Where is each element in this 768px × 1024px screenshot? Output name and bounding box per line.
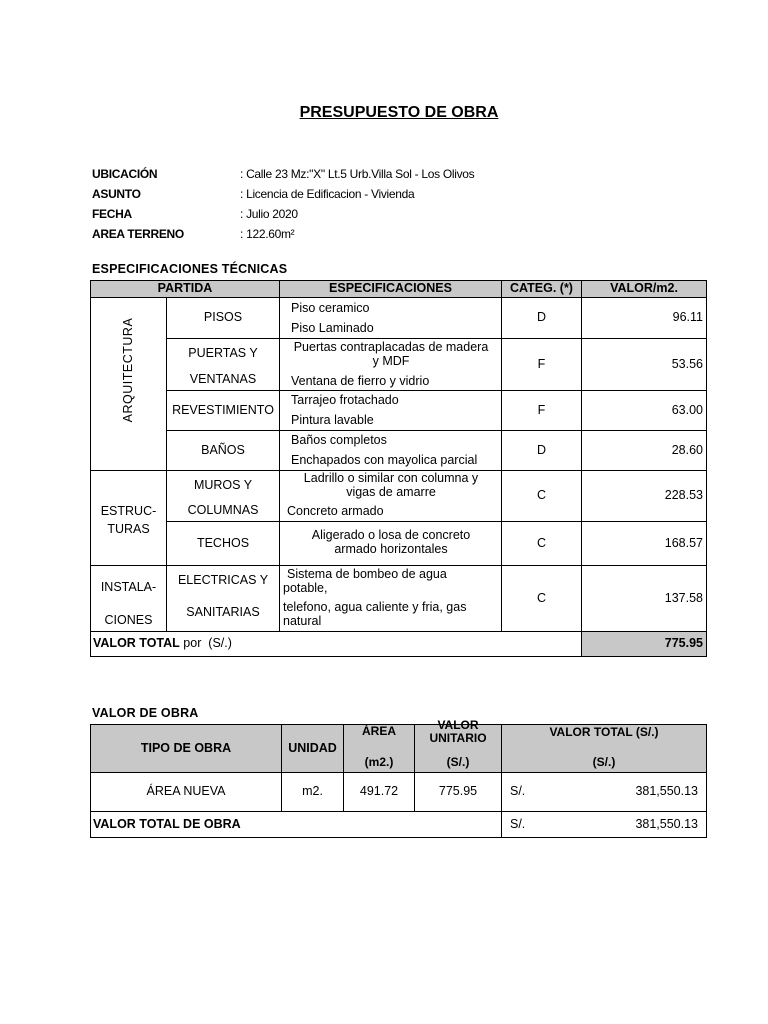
ubicacion-label: UBICACIÓN — [92, 167, 158, 181]
total-label-suffix: por (S/.) — [179, 636, 232, 651]
header-valor-unitario: VALOR UNITARIO — [429, 718, 487, 745]
muros-spec-1: Ladrillo o similar con columna y — [303, 471, 479, 485]
header-especificaciones: ESPECIFICACIONES — [279, 280, 502, 298]
pisos-spec-1: Piso ceramico — [291, 301, 370, 315]
muros-partida-2: COLUMNAS — [187, 503, 259, 517]
area-terreno-label: AREA TERRENO — [92, 227, 184, 241]
header-valor-total-unit: (S/.) — [592, 755, 616, 769]
header-valor-unitario-unit: (S/.) — [446, 755, 470, 769]
document-title: PRESUPUESTO DE OBRA — [299, 104, 499, 121]
total-obra-label: VALOR TOTAL DE OBRA — [90, 811, 502, 838]
header-area: ÁREA — [361, 724, 396, 738]
techos-categ: C — [501, 521, 582, 566]
fecha-value: : Julio 2020 — [240, 207, 298, 221]
electricas-partida-2: SANITARIAS — [186, 605, 260, 619]
banos-valor: 28.60 — [581, 430, 707, 471]
especificaciones-title: ESPECIFICACIONES TÉCNICAS — [92, 262, 288, 276]
pisos-spec-2: Piso Laminado — [291, 321, 374, 335]
electricas-valor: 137.58 — [581, 565, 707, 632]
row-currency: S/. — [510, 784, 526, 799]
electricas-categ: C — [501, 565, 582, 632]
row-area: 491.72 — [343, 772, 415, 812]
techos-valor: 168.57 — [581, 521, 707, 566]
puertas-partida-2: VENTANAS — [189, 372, 257, 386]
row-valor-total-cell — [501, 772, 707, 812]
banos-spec-1: Baños completos — [291, 433, 387, 447]
asunto-label: ASUNTO — [92, 187, 141, 201]
puertas-categ: F — [501, 338, 582, 391]
header-tipo-obra: TIPO DE OBRA — [90, 724, 282, 773]
electricas-spec-2: telefono, agua caliente y fria, gas — [283, 600, 467, 614]
header-area-unit: (m2.) — [364, 755, 394, 769]
techos-spec-1: Aligerado o losa de concreto — [311, 528, 471, 542]
muros-spec-1b: vigas de amarre — [346, 485, 436, 499]
group-estructuras-label-2: TURAS — [107, 522, 150, 536]
header-categ: CATEG. (*) — [501, 280, 582, 298]
total-label: VALOR TOTAL — [93, 636, 180, 651]
pisos-partida: PISOS — [166, 297, 280, 339]
total-obra-value: 381,550.13 — [635, 816, 698, 831]
puertas-spec-1b: y MDF — [372, 354, 410, 368]
puertas-spec-1: Puertas contraplacadas de madera — [293, 340, 489, 354]
total-label-cell — [90, 631, 582, 657]
revestimiento-spec-2: Pintura lavable — [291, 413, 374, 427]
total-obra-currency: S/. — [510, 816, 526, 831]
header-valor: VALOR/m2. — [581, 280, 707, 298]
row-valor-total: 381,550.13 — [635, 784, 698, 799]
banos-partida: BAÑOS — [166, 430, 280, 471]
total-value: 775.95 — [581, 631, 707, 657]
muros-spec-2: Concreto armado — [287, 504, 384, 518]
revestimiento-categ: F — [501, 390, 582, 431]
techos-partida: TECHOS — [166, 521, 280, 566]
electricas-spec-1: Sistema de bombeo de agua — [287, 567, 447, 581]
electricas-spec-1b: potable, — [283, 581, 328, 595]
revestimiento-spec-1: Tarrajeo frotachado — [291, 393, 399, 407]
group-instalaciones-label-1: INSTALA- — [100, 580, 157, 594]
techos-spec-1b: armado horizontales — [334, 542, 448, 556]
revestimiento-valor: 63.00 — [581, 390, 707, 431]
muros-partida-1: MUROS Y — [193, 478, 253, 492]
header-valor-total: VALOR TOTAL (S/.) — [549, 725, 659, 739]
banos-spec-2: Enchapados con mayolica parcial — [291, 453, 478, 467]
muros-valor: 228.53 — [581, 470, 707, 522]
total-obra-value-cell — [501, 811, 707, 838]
row-tipo: ÁREA NUEVA — [90, 772, 282, 812]
puertas-valor: 53.56 — [581, 338, 707, 391]
header-partida: PARTIDA — [90, 280, 280, 298]
muros-categ: C — [501, 470, 582, 522]
group-arquitectura-label: ARQUITECTURA — [121, 317, 135, 423]
electricas-partida-1: ELECTRICAS Y — [177, 573, 269, 587]
row-unidad: m2. — [281, 772, 344, 812]
header-unidad: UNIDAD — [281, 724, 344, 773]
fecha-label: FECHA — [92, 207, 132, 221]
pisos-valor: 96.11 — [581, 297, 707, 339]
valor-obra-title: VALOR DE OBRA — [92, 706, 199, 720]
puertas-partida-1: PUERTAS Y — [188, 346, 258, 360]
electricas-spec-2b: natural — [283, 614, 322, 628]
pisos-categ: D — [501, 297, 582, 339]
puertas-spec-2: Ventana de fierro y vidrio — [291, 374, 430, 388]
group-estructuras-label-1: ESTRUC- — [100, 504, 157, 518]
revestimiento-partida: REVESTIMIENTO — [166, 390, 280, 431]
ubicacion-value: : Calle 23 Mz:"X" Lt.5 Urb.Villa Sol - Los Olivos — [240, 167, 475, 181]
group-instalaciones-label-2: CIONES — [104, 613, 153, 627]
area-terreno-value: : 122.60m² — [240, 227, 295, 241]
banos-categ: D — [501, 430, 582, 471]
asunto-value: : Licencia de Edificacion - Vivienda — [240, 187, 415, 201]
row-valor-unitario: 775.95 — [414, 772, 502, 812]
